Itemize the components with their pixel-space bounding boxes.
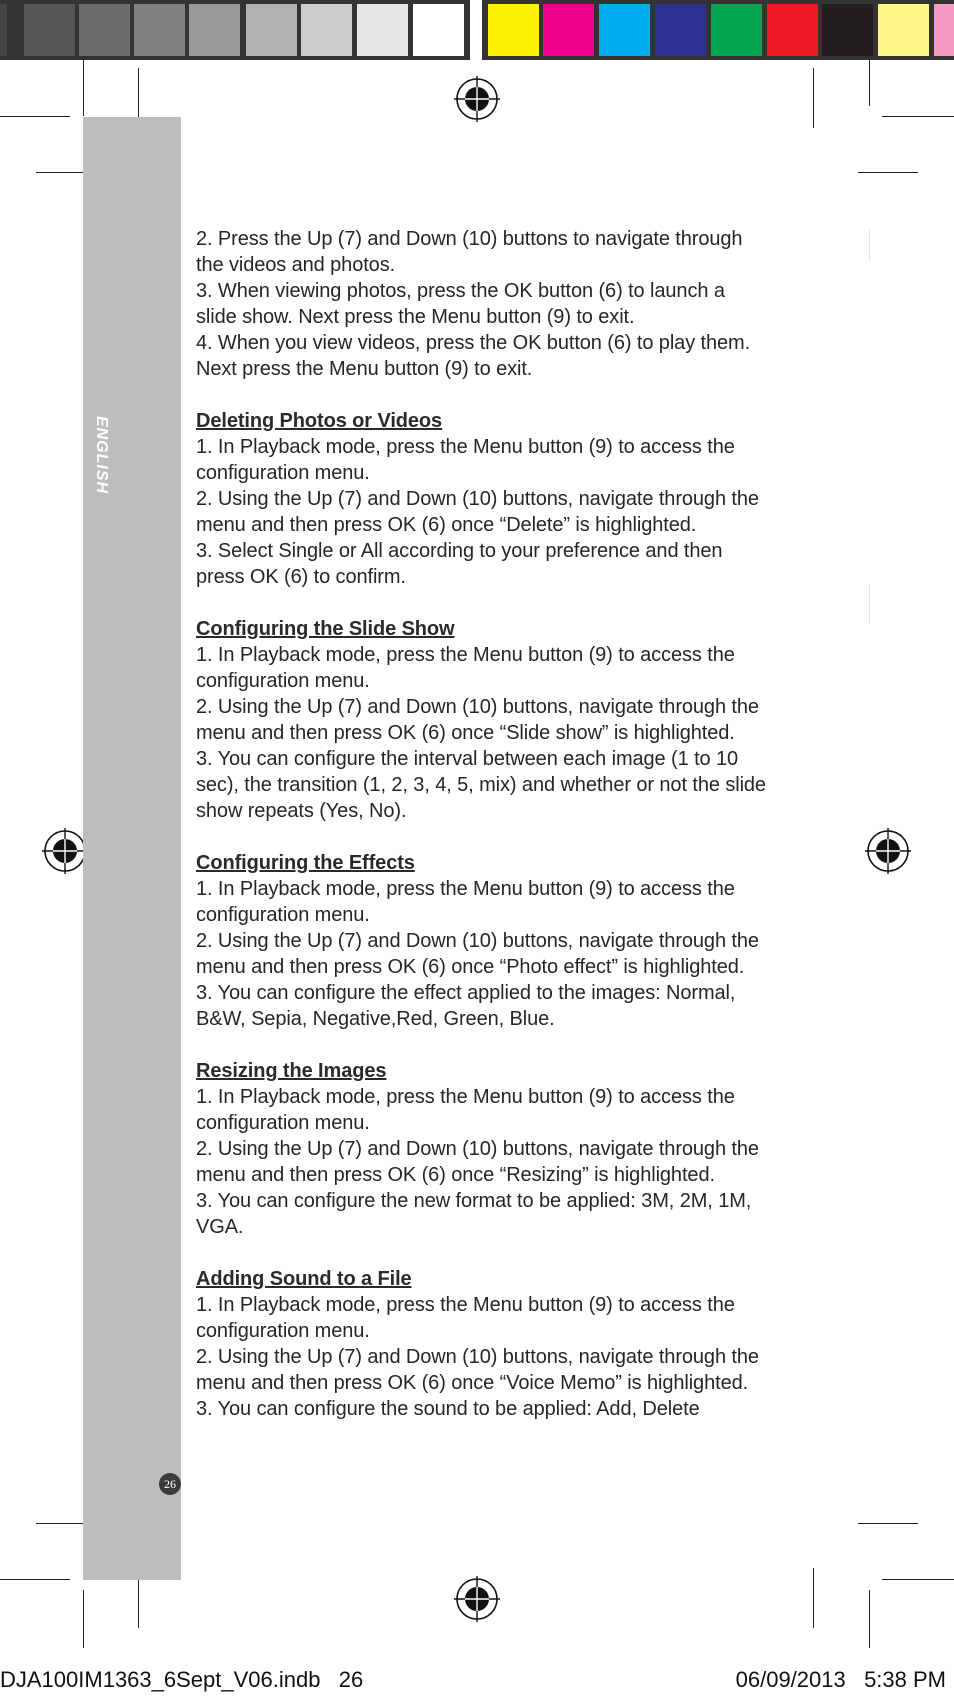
registration-mark-icon (454, 1576, 500, 1622)
step-text: 1. In Playback mode, press the Menu button (9) to access the configuration menu. (196, 644, 735, 692)
gray-swatch (24, 4, 75, 56)
section-title: Configuring the Effects (196, 852, 415, 874)
step-text: 3. You can configure the interval between each image (1 to 10 sec), the transition (1, 2, 3, 4, 5, mix) and whether or not the slide show repeats (Yes, No). (196, 748, 766, 822)
language-label: ENGLISH (93, 415, 110, 495)
language-sidebar (83, 117, 181, 1580)
manual-content (196, 226, 766, 1422)
pink-swatch (934, 4, 954, 56)
section-sound (196, 1266, 766, 1422)
intro-steps (196, 226, 766, 382)
print-color-bar (0, 0, 954, 60)
registration-mark-icon (42, 828, 88, 874)
step-text: 2. Using the Up (7) and Down (10) buttons, navigate through the menu and then press OK (6) once “Photo effect” is highlighted. (196, 930, 759, 978)
file-slug: DJA100IM1363_6Sept_V06.indb 26 (0, 1667, 364, 1692)
cyan-swatch (599, 4, 650, 56)
date-slug: 06/09/2013 5:38 PM (735, 1667, 946, 1692)
step-text: 1. In Playback mode, press the Menu button (9) to access the configuration menu. (196, 1294, 735, 1342)
color-swatch-group (482, 0, 954, 60)
step-text: 1. In Playback mode, press the Menu button (9) to access the configuration menu. (196, 436, 735, 484)
green-swatch (711, 4, 762, 56)
registration-mark-icon (865, 828, 911, 874)
section-deleting (196, 408, 766, 590)
step-text: 2. Using the Up (7) and Down (10) buttons, navigate through the menu and then press OK (6) once “Resizing” is highlighted. (196, 1138, 759, 1186)
white-swatch (413, 4, 464, 56)
crop-mark (0, 1579, 70, 1580)
step-text: 3. You can configure the new format to be applied: 3M, 2M, 1M, VGA. (196, 1190, 752, 1238)
crop-mark (858, 1523, 918, 1524)
magenta-swatch (543, 4, 594, 56)
yellow-swatch (488, 4, 539, 56)
faint-guide-mark (869, 585, 870, 623)
section-title: Configuring the Slide Show (196, 618, 455, 640)
step-text: 2. Press the Up (7) and Down (10) buttons to navigate through the videos and photos. (196, 228, 743, 276)
crop-mark (882, 116, 954, 117)
light-yellow-swatch (878, 4, 929, 56)
crop-mark (813, 68, 814, 128)
black-swatch (822, 4, 873, 56)
step-text: 1. In Playback mode, press the Menu button (9) to access the configuration menu. (196, 878, 735, 926)
step-text: 1. In Playback mode, press the Menu button (9) to access the configuration menu. (196, 1086, 735, 1134)
grayscale-swatch-group (0, 0, 470, 60)
crop-mark (813, 1568, 814, 1628)
red-swatch (767, 4, 818, 56)
step-text: 3. You can configure the effect applied to the images: Normal, B&W, Sepia, Negative,Red, Green, Blue. (196, 982, 736, 1030)
gray-swatch (301, 4, 352, 56)
crop-mark (869, 58, 870, 106)
gray-swatch (134, 4, 185, 56)
step-text: 2. Using the Up (7) and Down (10) buttons, navigate through the menu and then press OK (6) once “Slide show” is highlighted. (196, 696, 759, 744)
section-resizing (196, 1058, 766, 1240)
section-title: Deleting Photos or Videos (196, 410, 443, 432)
section-title: Resizing the Images (196, 1060, 387, 1082)
gray-swatch (79, 4, 130, 56)
section-slide-show (196, 616, 766, 824)
crop-mark (83, 1590, 84, 1648)
crop-mark (0, 116, 70, 117)
gray-swatch (0, 4, 7, 56)
crop-mark (858, 172, 918, 173)
crop-mark (83, 58, 84, 116)
step-text: 2. Using the Up (7) and Down (10) buttons, navigate through the menu and then press OK (6) once “Delete” is highlighted. (196, 488, 759, 536)
step-text: 3. You can configure the sound to be applied: Add, Delete (196, 1398, 700, 1420)
crop-mark (882, 1579, 954, 1580)
section-title: Adding Sound to a File (196, 1268, 412, 1290)
faint-guide-mark (869, 230, 870, 260)
step-text: 2. Using the Up (7) and Down (10) buttons, navigate through the menu and then press OK (6) once “Voice Memo” is highlighted. (196, 1346, 759, 1394)
step-text: 4. When you view videos, press the OK button (6) to play them. Next press the Menu button (9) to exit. (196, 332, 751, 380)
gray-swatch (189, 4, 240, 56)
crop-mark (869, 1590, 870, 1648)
gray-swatch (357, 4, 408, 56)
step-text: 3. When viewing photos, press the OK button (6) to launch a slide show. Next press the Menu button (9) to exit. (196, 280, 725, 328)
section-effects (196, 850, 766, 1032)
registration-mark-icon (454, 76, 500, 122)
step-text: 3. Select Single or All according to your preference and then press OK (6) to confirm. (196, 540, 723, 588)
page-number-badge: 26 (159, 1473, 181, 1495)
blue-swatch (655, 4, 706, 56)
gray-swatch (246, 4, 297, 56)
